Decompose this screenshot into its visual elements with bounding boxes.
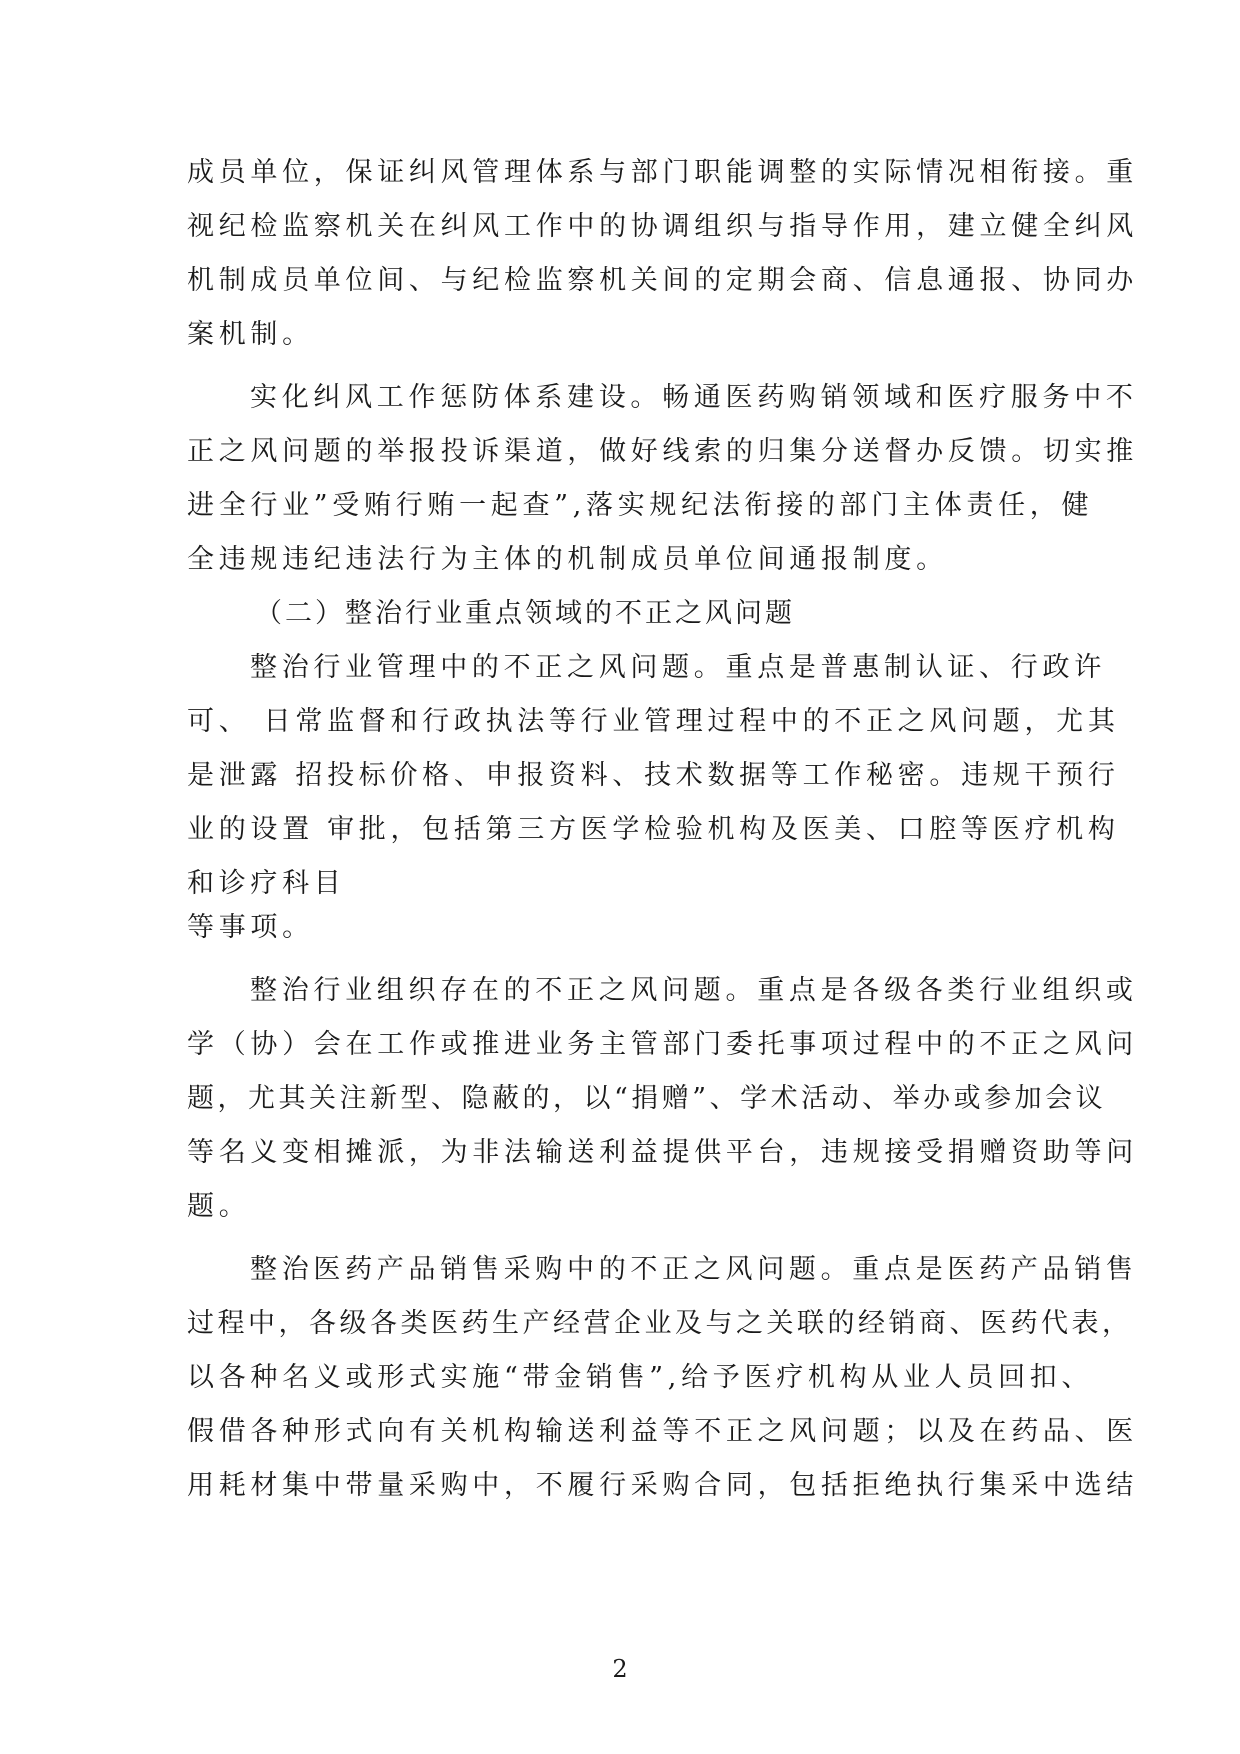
text-line: 视纪检监察机关在纠风工作中的协调组织与指导作用，建立健全纠风: [187, 211, 1138, 242]
text-line: 是泄露 招投标价格、申报资料、技术数据等工作秘密。违规干预行: [187, 760, 1120, 791]
text-line: 学（协）会在工作或推进业务主管部门委托事项过程中的不正之风问: [187, 1029, 1138, 1060]
page-number: 2: [612, 1655, 628, 1683]
text-line: 等名义变相摊派，为非法输送利益提供平台，违规接受捐赠资助等问: [187, 1137, 1138, 1168]
section-heading: （二）整治行业重点领域的不正之风问题: [255, 598, 795, 629]
text-line: 整治行业管理中的不正之风问题。重点是普惠制认证、行政许: [250, 652, 1106, 683]
text-line: 正之风问题的举报投诉渠道，做好线索的归集分送督办反馈。切实推: [187, 436, 1138, 467]
text-line: 全违规违纪违法行为主体的机制成员单位间通报制度。: [187, 544, 948, 575]
text-line: 整治医药产品销售采购中的不正之风问题。重点是医药产品销售: [250, 1254, 1138, 1285]
text-line: 过程中，各级各类医药生产经营企业及与之关联的经销商、医药代表，: [187, 1308, 1133, 1339]
text-line: 题。: [187, 1191, 251, 1222]
text-line: 用耗材集中带量采购中，不履行采购合同，包括拒绝执行集采中选结: [187, 1470, 1138, 1501]
text-line: 等事项。: [187, 912, 314, 943]
text-line: 以各种名义或形式实施“带金销售”,给予医疗机构从业人员回扣、: [187, 1362, 1094, 1393]
text-line: 题，尤其关注新型、隐蔽的，以“捐赠”、学术活动、举办或参加会议: [187, 1083, 1107, 1114]
text-line: 和诊疗科目: [187, 868, 346, 899]
text-line: 成员单位，保证纠风管理体系与部门职能调整的实际情况相衔接。重: [187, 157, 1138, 188]
text-line: 假借各种形式向有关机构输送利益等不正之风问题；以及在药品、医: [187, 1416, 1138, 1447]
text-line: 机制成员单位间、与纪检监察机关间的定期会商、信息通报、协同办: [187, 265, 1138, 296]
text-line: 业的设置 审批，包括第三方医学检验机构及医美、口腔等医疗机构: [187, 814, 1120, 845]
text-line: 案机制。: [187, 319, 314, 350]
text-line: 整治行业组织存在的不正之风问题。重点是各级各类行业组织或: [250, 975, 1138, 1006]
text-line: 实化纠风工作惩防体系建设。畅通医药购销领域和医疗服务中不: [250, 382, 1138, 413]
text-line: 进全行业”受贿行贿一起查”,落实规纪法衔接的部门主体责任，健: [187, 490, 1094, 521]
text-line: 可、 日常监督和行政执法等行业管理过程中的不正之风问题，尤其: [187, 706, 1120, 737]
